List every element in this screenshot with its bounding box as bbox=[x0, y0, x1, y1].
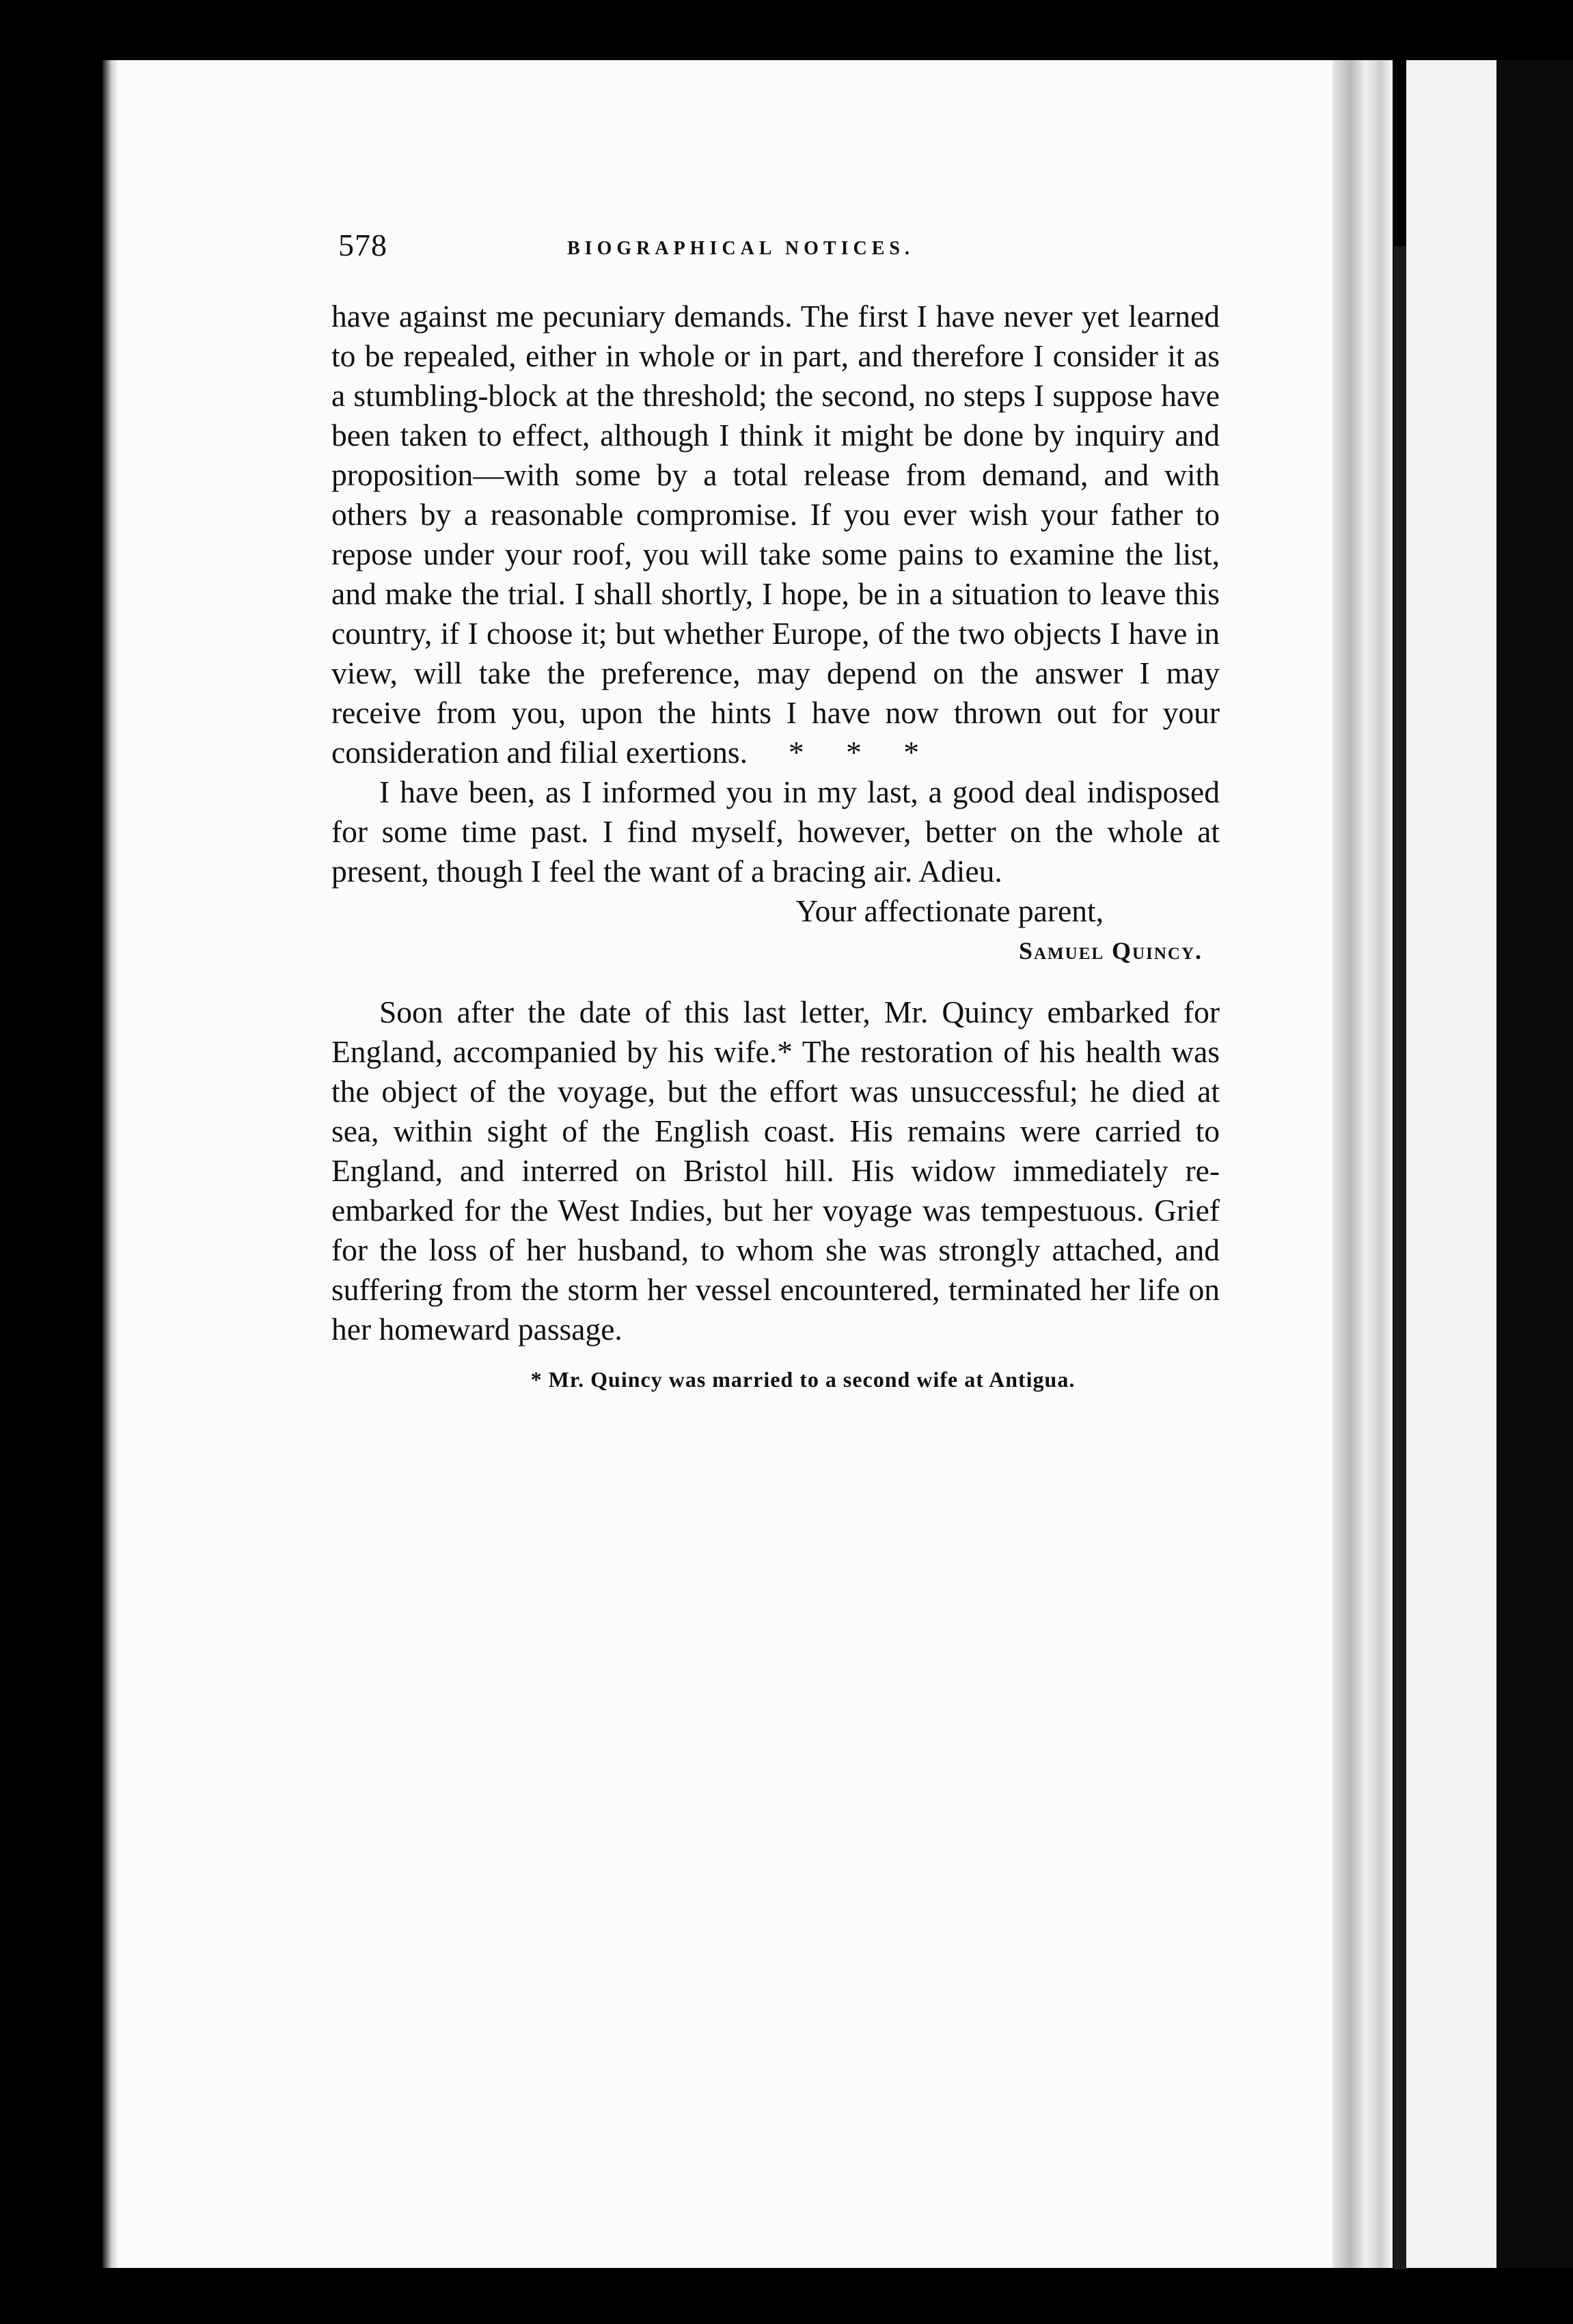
page-text bbox=[331, 205, 1220, 1394]
running-head-title: BIOGRAPHICAL NOTICES. bbox=[567, 238, 914, 259]
page-left-edge bbox=[102, 60, 118, 2268]
gutter-shadow bbox=[1394, 246, 1406, 2269]
running-head bbox=[331, 205, 1220, 267]
page-number: 578 bbox=[338, 228, 387, 262]
adjacent-page-edge bbox=[1406, 60, 1509, 2268]
letter-paragraph bbox=[331, 297, 1220, 772]
footnote: * Mr. Quincy was married to a second wife at Antigua. bbox=[530, 1367, 1076, 1392]
letter-signature: Samuel Quincy. bbox=[1018, 937, 1203, 964]
letter-paragraph-text: have against me pecuniary demands. The first I have never yet learned to be repealed, either in whole or in part, and therefore I consider it as a stumbling-block at the threshold; the second, no steps I suppose have been taken to effect, although I think it might be done by inquiry and proposition—with some by a total release from demand, and with others by a reasonable compromise. If you ever wish your father to repose under your roof, you will take some pains to examine the list, and make the trial. I shall shortly, I hope, be in a situation to leave this country, if I choose it; but whether Europe, of the two objects I have in view, will take the preference, may depend on the answer I may receive from you, upon the hints I have now thrown out for your consideration and filial exertions. bbox=[331, 299, 1220, 770]
letter-closing: Your affectionate parent, bbox=[795, 893, 1104, 928]
book-gutter bbox=[1332, 60, 1393, 2268]
scan-border bbox=[1496, 60, 1573, 2268]
narrative-paragraph: Soon after the date of this last letter, Mr. Quincy embarked for England, accompanied by his wife.* The restoration of his health was the object of the voyage, but the effort was unsuccessful; he died at sea, within sight of the English coast. His remains were carried to England, and interred on Bristol hill. His widow immediately re-embarked for the West Indies, but her voyage was tempestuous. Grief for the loss of her husband, to whom she was strongly attached, and suffering from the storm her vessel encountered, terminated her life on her homeward passage. bbox=[331, 995, 1220, 1347]
letter-paragraph-2: I have been, as I informed you in my last, a good deal indisposed for some time past. I find myself, however, better on the whole at present, though I feel the want of a bracing air. Adieu. bbox=[331, 774, 1220, 889]
ellipsis-stars: * * * bbox=[789, 735, 920, 770]
